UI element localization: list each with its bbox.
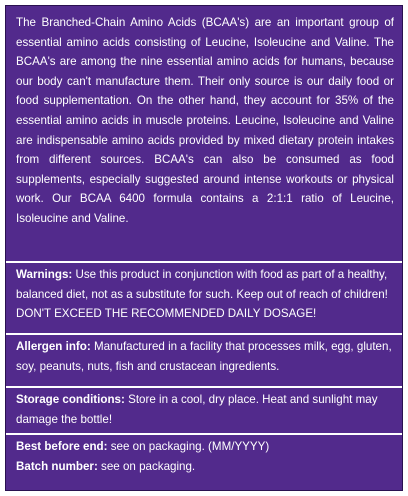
- allergen-text: Manufactured in a facility that processes milk, egg, gluten, soy, peanuts, nuts, fish and crustacean ingredients.: [16, 340, 392, 373]
- product-label-panel: [5, 5, 403, 491]
- packaging-info-section: [16, 437, 394, 476]
- warnings-text: Use this product in conjunction with food as part of a healthy, balanced diet, not as a substitute for such. Keep out of reach of children! DON'T EXCEED THE RECOMMENDED DAILY DOSAGE!: [16, 268, 388, 321]
- best-before-label: Best before end:: [16, 440, 108, 453]
- best-before-text: see on packaging. (MM/YYYY): [110, 440, 270, 453]
- storage-label: Storage conditions:: [16, 393, 125, 406]
- divider-3: [6, 386, 402, 388]
- intro-paragraph: [16, 13, 394, 229]
- allergen-paragraph: [16, 337, 394, 376]
- warnings-label: Warnings:: [16, 268, 73, 281]
- allergen-label: Allergen info:: [16, 340, 91, 353]
- warnings-paragraph: [16, 265, 394, 324]
- warnings-section: [16, 265, 394, 324]
- intro-text: The Branched-Chain Amino Acids (BCAA's) are an important group of essential amino acids consisting of Leucine, Isoleucine and Valine. The BCAA's are among the nine essential amino acids for humans, because our body can't manufacture them. Their only source is our daily food or food supplementation. On the other hand, they account for 35% of the essential amino acids in muscle proteins. Leucine, Isoleucine and Valine are indispensable amino acids provided by mixed dietary protein intakes from different sources. BCAA's can also be consumed as food supplements, especially suggested around intense workouts or physical work. Our BCAA 6400 formula contains a 2:1:1 ratio of Leucine, Isoleucine and Valine.: [16, 16, 394, 225]
- divider-2: [6, 333, 402, 335]
- batch-number-text: see on packaging.: [101, 459, 196, 473]
- divider-1: [6, 261, 402, 263]
- storage-section: [16, 390, 394, 429]
- batch-number-line: [16, 457, 394, 477]
- best-before-line: [16, 437, 394, 457]
- divider-4: [6, 433, 402, 435]
- storage-paragraph: [16, 390, 394, 429]
- storage-text: Store in a cool, dry place. Heat and sunlight may damage the bottle!: [16, 393, 378, 426]
- allergen-section: [16, 337, 394, 376]
- batch-number-label: Batch number:: [16, 459, 98, 473]
